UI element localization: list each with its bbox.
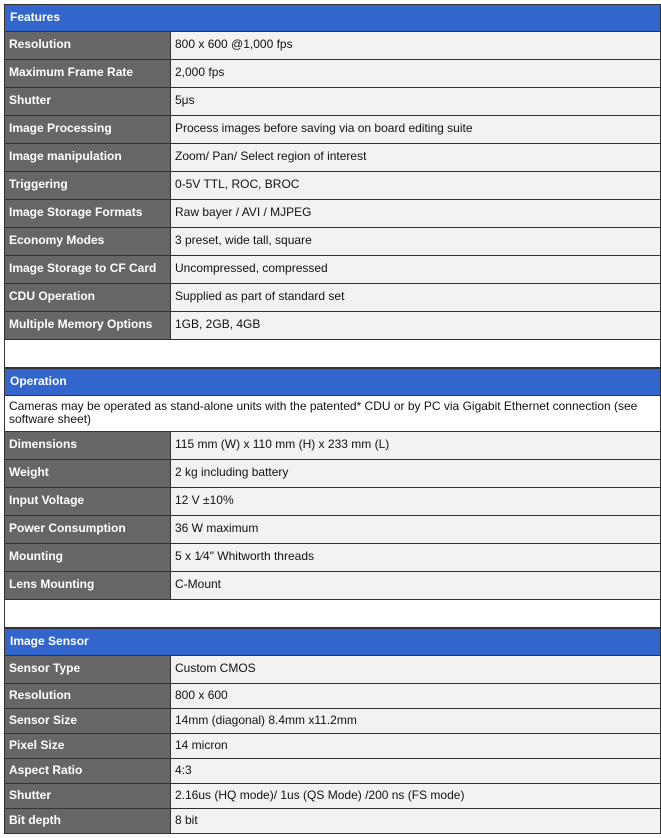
table-row [5, 460, 660, 488]
row-value: 36 W maximum [171, 516, 660, 543]
row-label: Pixel Size [5, 734, 171, 758]
row-value: 0-5V TTL, ROC, BROC [171, 172, 660, 199]
row-value: C-Mount [171, 572, 660, 599]
row-value: Custom CMOS [171, 656, 660, 683]
table-row [5, 544, 660, 572]
table-row [5, 734, 660, 759]
row-label: Resolution [5, 32, 171, 59]
table-row [5, 488, 660, 516]
table-row [5, 88, 660, 116]
table-row [5, 432, 660, 460]
table-row [5, 759, 660, 784]
row-value: 14 micron [171, 734, 660, 758]
row-label: Triggering [5, 172, 171, 199]
row-label: Dimensions [5, 432, 171, 459]
features-header: Features [5, 4, 660, 32]
table-row [5, 784, 660, 809]
row-label: Input Voltage [5, 488, 171, 515]
table-row [5, 709, 660, 734]
section-spacer [5, 340, 660, 368]
table-row [5, 312, 660, 340]
row-label: CDU Operation [5, 284, 171, 311]
operation-description: Cameras may be operated as stand-alone units with the patented* CDU or by PC via Gigabit Ethernet connection (see software sheet) [5, 396, 660, 432]
table-row [5, 256, 660, 284]
row-value: Process images before saving via on board editing suite [171, 116, 660, 143]
row-value: 5μs [171, 88, 660, 115]
table-row [5, 200, 660, 228]
row-label: Mounting [5, 544, 171, 571]
row-value: Supplied as part of standard set [171, 284, 660, 311]
table-row [5, 572, 660, 600]
row-label: Image Processing [5, 116, 171, 143]
row-value: 4:3 [171, 759, 660, 783]
row-value: Zoom/ Pan/ Select region of interest [171, 144, 660, 171]
table-row [5, 144, 660, 172]
row-value: 2.16us (HQ mode)/ 1us (QS Mode) /200 ns (FS mode) [171, 784, 660, 808]
row-value: 14mm (diagonal) 8.4mm x11.2mm [171, 709, 660, 733]
row-value: 12 V ±10% [171, 488, 660, 515]
row-label: Economy Modes [5, 228, 171, 255]
row-value: 8 bit [171, 809, 660, 833]
row-label: Sensor Type [5, 656, 171, 683]
row-label: Power Consumption [5, 516, 171, 543]
row-label: Multiple Memory Options [5, 312, 171, 339]
row-label: Image Storage Formats [5, 200, 171, 227]
row-value: 1GB, 2GB, 4GB [171, 312, 660, 339]
row-label: Resolution [5, 684, 171, 708]
table-row [5, 116, 660, 144]
table-row [5, 516, 660, 544]
row-value: 2,000 fps [171, 60, 660, 87]
table-row [5, 60, 660, 88]
row-value: 5 x 1⁄4" Whitworth threads [171, 544, 660, 571]
row-label: Shutter [5, 88, 171, 115]
table-row [5, 656, 660, 684]
image-sensor-header: Image Sensor [5, 628, 660, 656]
row-label: Sensor Size [5, 709, 171, 733]
row-value: Raw bayer / AVI / MJPEG [171, 200, 660, 227]
spec-table [4, 4, 661, 834]
table-row [5, 809, 660, 834]
table-row [5, 32, 660, 60]
row-value: 800 x 600 [171, 684, 660, 708]
row-label: Lens Mounting [5, 572, 171, 599]
row-label: Image Storage to CF Card [5, 256, 171, 283]
row-value: Uncompressed, compressed [171, 256, 660, 283]
table-row [5, 228, 660, 256]
row-label: Shutter [5, 784, 171, 808]
row-label: Image manipulation [5, 144, 171, 171]
table-row [5, 172, 660, 200]
table-row [5, 284, 660, 312]
row-label: Maximum Frame Rate [5, 60, 171, 87]
row-label: Bit depth [5, 809, 171, 833]
section-spacer [5, 600, 660, 628]
row-label: Aspect Ratio [5, 759, 171, 783]
operation-header: Operation [5, 368, 660, 396]
row-value: 800 x 600 @1,000 fps [171, 32, 660, 59]
row-value: 115 mm (W) x 110 mm (H) x 233 mm (L) [171, 432, 660, 459]
row-label: Weight [5, 460, 171, 487]
table-row [5, 684, 660, 709]
row-value: 3 preset, wide tall, square [171, 228, 660, 255]
row-value: 2 kg including battery [171, 460, 660, 487]
